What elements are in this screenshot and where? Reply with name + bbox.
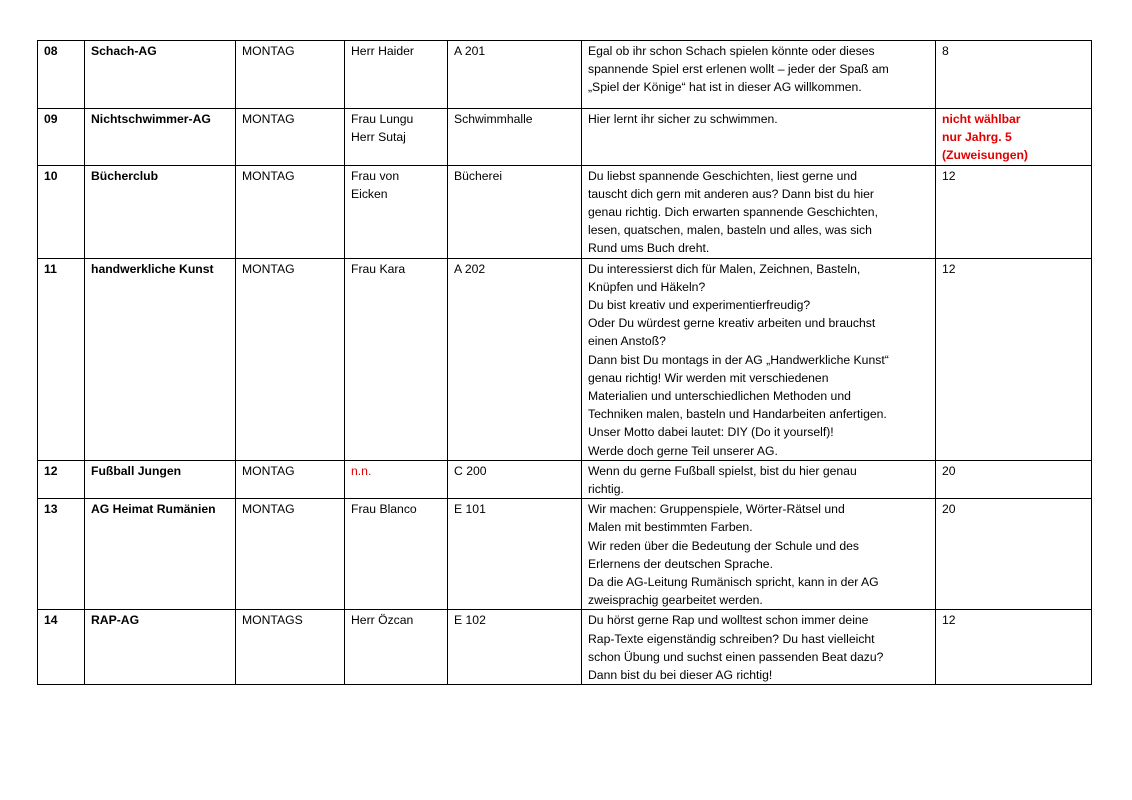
description-line: Rap-Texte eigenständig schreiben? Du hast vielleicht bbox=[588, 631, 875, 646]
description-line: Egal ob ihr schon Schach spielen könnte oder dieses bbox=[588, 44, 875, 58]
teacher-line: Eicken bbox=[351, 186, 388, 201]
description-line: tauscht dich gern mit anderen aus? Dann bist du hier bbox=[588, 186, 874, 201]
ag-teacher-cell bbox=[345, 258, 448, 460]
teacher-line: Frau Blanco bbox=[351, 502, 417, 517]
ag-description-cell bbox=[582, 499, 936, 610]
teacher-line: Frau von bbox=[351, 168, 400, 183]
ag-room-cell: E 102 bbox=[448, 610, 582, 685]
ag-day-cell: MONTAG bbox=[236, 109, 345, 166]
ag-room-cell: A 202 bbox=[448, 258, 582, 460]
ag-day-cell: MONTAG bbox=[236, 499, 345, 610]
ag-teacher-cell bbox=[345, 165, 448, 258]
places-line: 12 bbox=[942, 613, 956, 628]
ag-places-cell bbox=[936, 610, 1092, 685]
ag-description-cell bbox=[582, 41, 936, 109]
description-line: Unser Motto dabei lautet: DIY (Do it yourself)! bbox=[588, 425, 834, 440]
ag-room-cell: Schwimmhalle bbox=[448, 109, 582, 166]
ag-name-cell: AG Heimat Rumänien bbox=[85, 499, 236, 610]
description-line: Malen mit bestimmten Farben. bbox=[588, 520, 753, 535]
description-line: spannende Spiel erst erlenen wollt – jeder der Spaß am bbox=[588, 62, 889, 77]
description-line: lesen, quatschen, malen, basteln und alles, was sich bbox=[588, 223, 872, 238]
teacher-line: Herr Haider bbox=[351, 44, 414, 58]
places-line: (Zuweisungen) bbox=[942, 148, 1028, 163]
ag-places-cell bbox=[936, 460, 1092, 498]
description-line: Oder Du würdest gerne kreativ arbeiten und brauchst bbox=[588, 316, 876, 331]
description-line: Wir machen: Gruppenspiele, Wörter-Rätsel und bbox=[588, 502, 845, 517]
table-row bbox=[38, 460, 1092, 498]
ag-description-cell bbox=[582, 109, 936, 166]
ag-day-cell: MONTAG bbox=[236, 460, 345, 498]
table-row bbox=[38, 499, 1092, 610]
ag-teacher-cell bbox=[345, 610, 448, 685]
teacher-line: Frau Lungu bbox=[351, 112, 414, 126]
table-row bbox=[38, 258, 1092, 460]
ag-table bbox=[37, 40, 1092, 685]
ag-room-cell: C 200 bbox=[448, 460, 582, 498]
description-line: Rund ums Buch dreht. bbox=[588, 241, 710, 256]
ag-number-cell: 08 bbox=[38, 41, 85, 109]
description-line: „Spiel der Könige“ hat ist in dieser AG willkommen. bbox=[588, 80, 862, 95]
ag-name-cell: handwerkliche Kunst bbox=[85, 258, 236, 460]
description-line: schon Übung und suchst einen passenden Beat dazu? bbox=[588, 649, 884, 664]
ag-description-cell bbox=[582, 460, 936, 498]
ag-places-cell bbox=[936, 499, 1092, 610]
teacher-line: Herr Sutaj bbox=[351, 130, 406, 145]
ag-number-cell: 09 bbox=[38, 109, 85, 166]
places-line: 20 bbox=[942, 463, 956, 478]
ag-number-cell: 13 bbox=[38, 499, 85, 610]
ag-teacher-cell bbox=[345, 499, 448, 610]
description-line: richtig. bbox=[588, 482, 624, 497]
description-line: Werde doch gerne Teil unserer AG. bbox=[588, 443, 778, 458]
ag-room-cell: A 201 bbox=[448, 41, 582, 109]
description-line: Hier lernt ihr sicher zu schwimmen. bbox=[588, 112, 778, 126]
ag-day-cell: MONTAG bbox=[236, 258, 345, 460]
description-line: einen Anstoß? bbox=[588, 334, 666, 349]
ag-room-cell: E 101 bbox=[448, 499, 582, 610]
places-line: nur Jahrg. 5 bbox=[942, 130, 1012, 145]
ag-room-cell: Bücherei bbox=[448, 165, 582, 258]
ag-teacher-cell bbox=[345, 460, 448, 498]
description-line: Du interessierst dich für Malen, Zeichnen, Basteln, bbox=[588, 261, 861, 276]
ag-name-cell: Nichtschwimmer-AG bbox=[85, 109, 236, 166]
description-line: Erlernens der deutschen Sprache. bbox=[588, 556, 773, 571]
ag-name-cell: Fußball Jungen bbox=[85, 460, 236, 498]
ag-day-cell: MONTAGS bbox=[236, 610, 345, 685]
ag-table-body bbox=[38, 41, 1092, 685]
ag-places-cell bbox=[936, 41, 1092, 109]
description-line: Du liebst spannende Geschichten, liest gerne und bbox=[588, 168, 857, 183]
ag-number-cell: 11 bbox=[38, 258, 85, 460]
places-line: 20 bbox=[942, 502, 956, 517]
ag-name-cell: Bücherclub bbox=[85, 165, 236, 258]
description-line: Wir reden über die Bedeutung der Schule und des bbox=[588, 538, 860, 553]
ag-number-cell: 14 bbox=[38, 610, 85, 685]
places-line: 12 bbox=[942, 168, 956, 183]
description-line: Wenn du gerne Fußball spielst, bist du hier genau bbox=[588, 463, 857, 478]
description-line: Techniken malen, basteln und Handarbeiten anfertigen. bbox=[588, 407, 887, 422]
description-line: Du hörst gerne Rap und wolltest schon immer deine bbox=[588, 613, 869, 628]
ag-day-cell: MONTAG bbox=[236, 165, 345, 258]
ag-number-cell: 10 bbox=[38, 165, 85, 258]
table-row bbox=[38, 41, 1092, 109]
teacher-line: n.n. bbox=[351, 463, 372, 478]
teacher-line: Frau Kara bbox=[351, 261, 406, 276]
description-line: genau richtig. Dich erwarten spannende Geschichten, bbox=[588, 205, 878, 220]
ag-places-cell bbox=[936, 258, 1092, 460]
ag-teacher-cell bbox=[345, 109, 448, 166]
ag-description-cell bbox=[582, 165, 936, 258]
table-row bbox=[38, 109, 1092, 166]
description-line: Du bist kreativ und experimentierfreudig? bbox=[588, 298, 811, 313]
ag-number-cell: 12 bbox=[38, 460, 85, 498]
description-line: zweisprachig gearbeitet werden. bbox=[588, 593, 763, 608]
description-line: Dann bist Du montags in der AG „Handwerkliche Kunst“ bbox=[588, 352, 889, 367]
table-row bbox=[38, 610, 1092, 685]
ag-name-cell: Schach-AG bbox=[85, 41, 236, 109]
ag-name-cell: RAP-AG bbox=[85, 610, 236, 685]
description-line: Da die AG-Leitung Rumänisch spricht, kann in der AG bbox=[588, 575, 879, 590]
places-line: 12 bbox=[942, 261, 956, 276]
ag-places-cell bbox=[936, 109, 1092, 166]
ag-day-cell: MONTAG bbox=[236, 41, 345, 109]
description-line: Dann bist du bei dieser AG richtig! bbox=[588, 668, 773, 683]
ag-teacher-cell bbox=[345, 41, 448, 109]
table-row bbox=[38, 165, 1092, 258]
description-line: Knüpfen und Häkeln? bbox=[588, 279, 706, 294]
teacher-line: Herr Özcan bbox=[351, 613, 414, 628]
ag-description-cell bbox=[582, 610, 936, 685]
places-line: nicht wählbar bbox=[942, 112, 1021, 126]
description-line: genau richtig! Wir werden mit verschiedenen bbox=[588, 370, 829, 385]
ag-places-cell bbox=[936, 165, 1092, 258]
description-line: Materialien und unterschiedlichen Methoden und bbox=[588, 389, 851, 404]
places-line: 8 bbox=[942, 44, 949, 58]
ag-description-cell bbox=[582, 258, 936, 460]
